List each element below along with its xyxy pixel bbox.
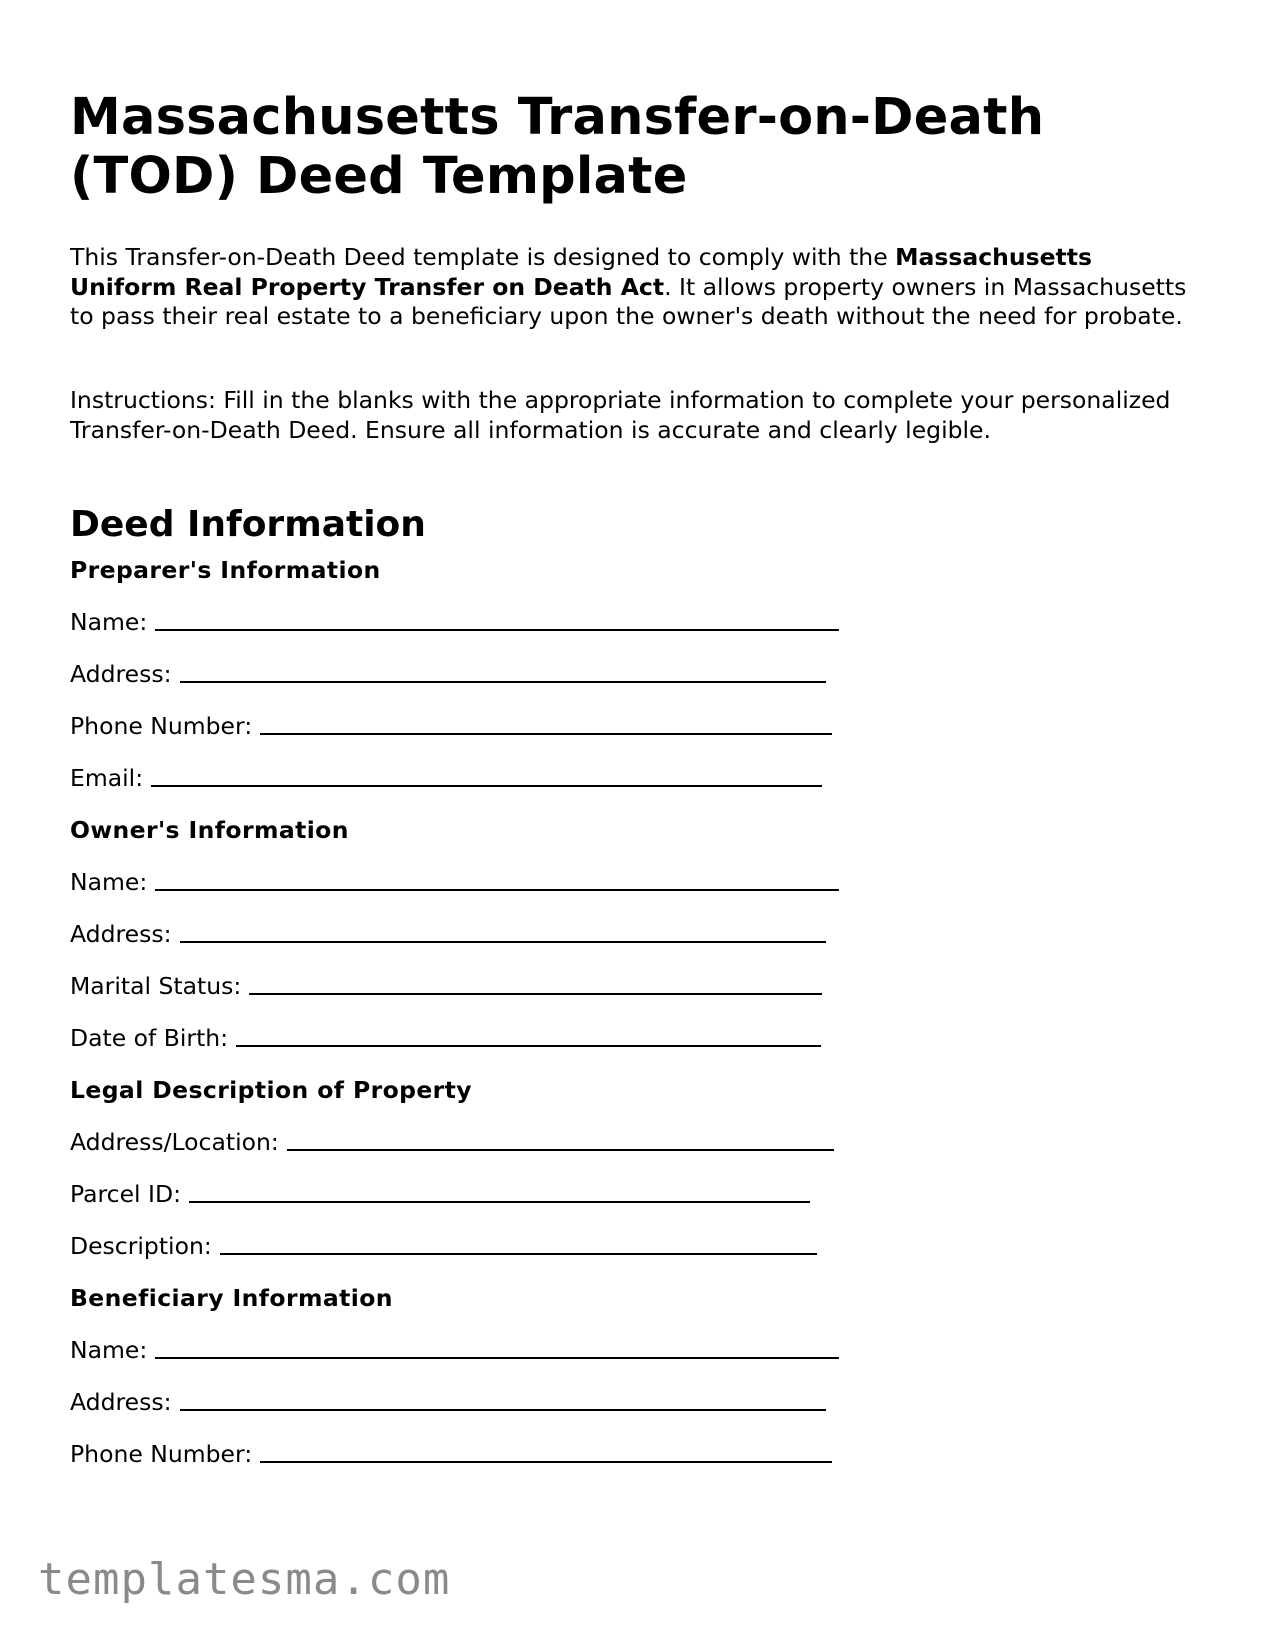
beneficiary-name-field[interactable] [70,1333,839,1365]
instructions-paragraph: Instructions: Fill in the blanks with the appropriate information to complete your personalized Transfer-on-Death Deed. Ensure all information is accurate and clearly legible. [70,386,1171,444]
beneficiary-address-blank[interactable] [180,1409,826,1411]
site-watermark: templatesma.com [38,1554,451,1605]
property-parcel-id-field[interactable] [70,1177,810,1209]
owner-name-blank[interactable] [155,889,839,891]
property-parcel-id-label: Parcel ID: [70,1180,181,1208]
property-address-blank[interactable] [287,1149,834,1151]
heading-owner-information: Owner's Information [70,816,349,844]
preparer-address-label: Address: [70,660,172,688]
beneficiary-address-field[interactable] [70,1385,826,1417]
owner-name-field[interactable] [70,865,839,897]
preparer-name-label: Name: [70,608,148,636]
owner-dob-field[interactable] [70,1021,821,1053]
heading-beneficiary-information: Beneficiary Information [70,1284,393,1312]
owner-marital-status-blank[interactable] [249,993,822,995]
heading-preparer-information: Preparer's Information [70,556,381,584]
preparer-name-field[interactable] [70,605,839,637]
beneficiary-phone-blank[interactable] [260,1461,832,1463]
owner-marital-status-label: Marital Status: [70,972,242,1000]
section-heading-deed-information: Deed Information [70,504,426,545]
beneficiary-phone-field[interactable] [70,1437,832,1469]
intro-text-before: This Transfer-on-Death Deed template is designed to comply with the [70,243,896,271]
property-parcel-id-blank[interactable] [189,1201,810,1203]
preparer-phone-field[interactable] [70,709,832,741]
preparer-address-field[interactable] [70,657,826,689]
property-description-label: Description: [70,1232,212,1260]
owner-name-label: Name: [70,868,148,896]
beneficiary-address-label: Address: [70,1388,172,1416]
preparer-email-blank[interactable] [151,785,822,787]
preparer-address-blank[interactable] [180,681,826,683]
intro-act-name: Massachusetts Uniform Real Property Transfer on Death Act [70,243,1092,301]
property-address-label: Address/Location: [70,1128,279,1156]
preparer-name-blank[interactable] [155,629,839,631]
intro-paragraph [70,243,1190,332]
owner-address-field[interactable] [70,917,826,949]
intro-text-after: . It allows property owners in Massachusetts to pass their real estate to a beneficiary upon the owner's death without the need for probate. [70,272,1187,330]
owner-marital-status-field[interactable] [70,969,822,1001]
preparer-phone-label: Phone Number: [70,712,253,740]
property-description-blank[interactable] [220,1253,817,1255]
preparer-phone-blank[interactable] [260,733,832,735]
property-description-field[interactable] [70,1229,817,1261]
beneficiary-name-blank[interactable] [155,1357,839,1359]
owner-dob-blank[interactable] [236,1045,821,1047]
heading-legal-description: Legal Description of Property [70,1076,473,1104]
beneficiary-name-label: Name: [70,1336,148,1364]
owner-dob-label: Date of Birth: [70,1024,229,1052]
beneficiary-phone-label: Phone Number: [70,1440,253,1468]
preparer-email-field[interactable] [70,761,822,793]
owner-address-blank[interactable] [180,941,826,943]
property-address-field[interactable] [70,1125,834,1157]
document-title: Massachusetts Transfer-on-Death (TOD) Deed Template [70,88,1045,206]
owner-address-label: Address: [70,920,172,948]
preparer-email-label: Email: [70,764,144,792]
